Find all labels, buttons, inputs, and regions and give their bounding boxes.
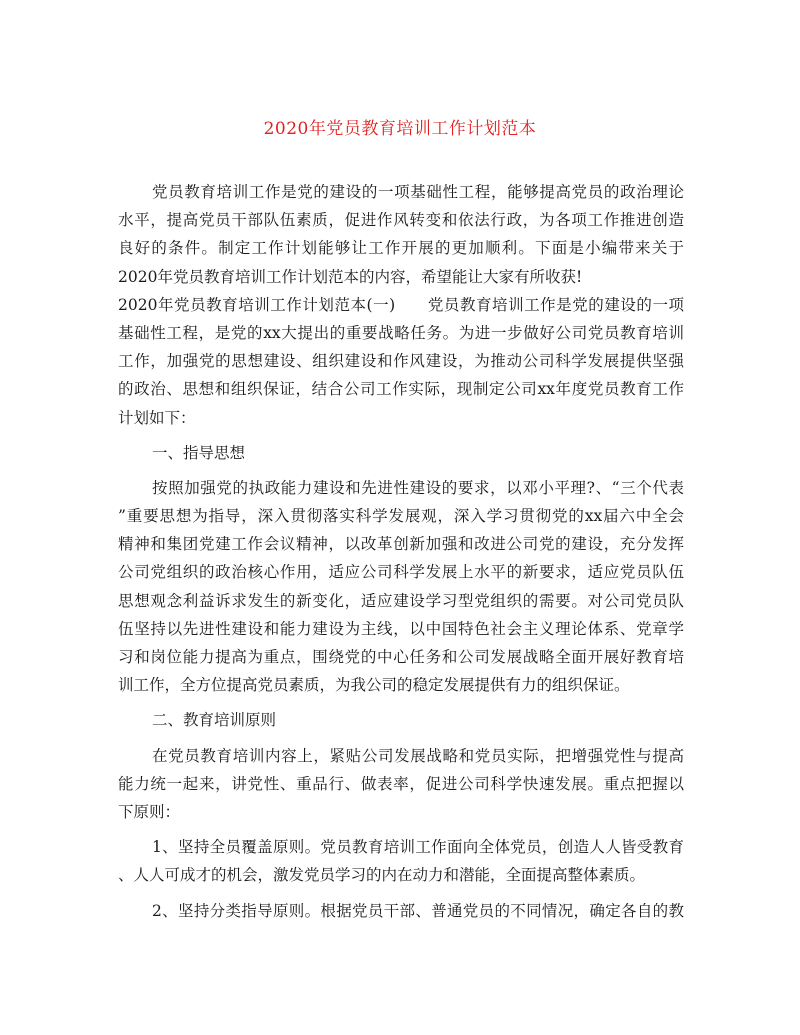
paragraph-line: 思想观念利益诉求发生的新变化，适应建设学习型党组织的需要。对公司党员队 (118, 591, 684, 610)
paragraph-line: 2020年党员教育培训工作计划范本(一) 党员教育培训工作是党的建设的一项 (118, 295, 684, 314)
paragraph-line: 下原则： (118, 802, 181, 821)
paragraph-line: 工作，加强党的思想建设、组织建设和作风建设，为推动公司科学发展提供坚强 (118, 352, 684, 371)
paragraph-line: 2、坚持分类指导原则。根据党员干部、普通党员的不同情况，确定各自的教 (152, 901, 684, 920)
paragraph-line: 伍坚持以先进性建设和能力建设为主线，以中国特色社会主义理论体系、党章学 (118, 619, 684, 638)
paragraph-line: 1、坚持全员覆盖原则。党员教育培训工作面向全体党员，创造人人皆受教育 (152, 838, 684, 857)
paragraph-line: 基础性工程，是党的xx大提出的重要战略任务。为进一步做好公司党员教育培训 (118, 323, 684, 342)
paragraph-line: 在党员教育培训内容上，紧贴公司发展战略和党员实际，把增强党性与提高 (152, 746, 684, 765)
paragraph-line: 公司党组织的政治核心作用，适应公司科学发展上水平的新要求，适应党员队伍 (118, 563, 684, 582)
document-body (118, 178, 684, 925)
paragraph-line: 2020年党员教育培训工作计划范本的内容，希望能让大家有所收获! (118, 267, 583, 286)
paragraph-line: 能力统一起来，讲党性、重品行、做表率，促进公司科学快速发展。重点把握以 (118, 774, 684, 793)
paragraph-line: 习和岗位能力提高为重点，围绕党的中心任务和公司发展战略全面开展好教育培 (118, 648, 684, 666)
paragraph-line: 的政治、思想和组织保证，结合公司工作实际，现制定公司xx年度党员教育工作 (118, 380, 684, 399)
paragraph-line: 计划如下： (118, 408, 196, 427)
paragraph-line: ”重要思想为指导，深入贯彻落实科学发展观，深入学习贯彻党的xx届六中全会 (118, 507, 684, 526)
section-heading: 二、教育培训原则 (152, 711, 277, 730)
section-heading: 一、指导思想 (152, 443, 246, 462)
paragraph-line: 良好的条件。制定工作计划能够让工作开展的更加顺利。下面是小编带来关于 (118, 239, 684, 258)
paragraph-line: 党员教育培训工作是党的建设的一项基础性工程，能够提高党员的政治理论 (152, 183, 684, 201)
document-title: 2020年党员教育培训工作计划范本 (263, 119, 537, 139)
paragraph-line: 训工作，全方位提高党员素质，为我公司的稳定发展提供有力的组织保证。 (118, 676, 630, 695)
paragraph-line: 水平，提高党员干部队伍素质，促进作风转变和依法行政，为各项工作推进创造 (118, 211, 684, 230)
paragraph-line: 精神和集团党建工作会议精神，以改革创新加强和改进公司党的建设，充分发挥 (118, 535, 684, 554)
paragraph-line: 、人人可成才的机会，激发党员学习的内在动力和潜能，全面提高整体素质。 (118, 866, 646, 885)
paragraph-line: 按照加强党的执政能力建设和先进性建设的要求，以邓小平理?、“三个代表 (152, 478, 684, 497)
